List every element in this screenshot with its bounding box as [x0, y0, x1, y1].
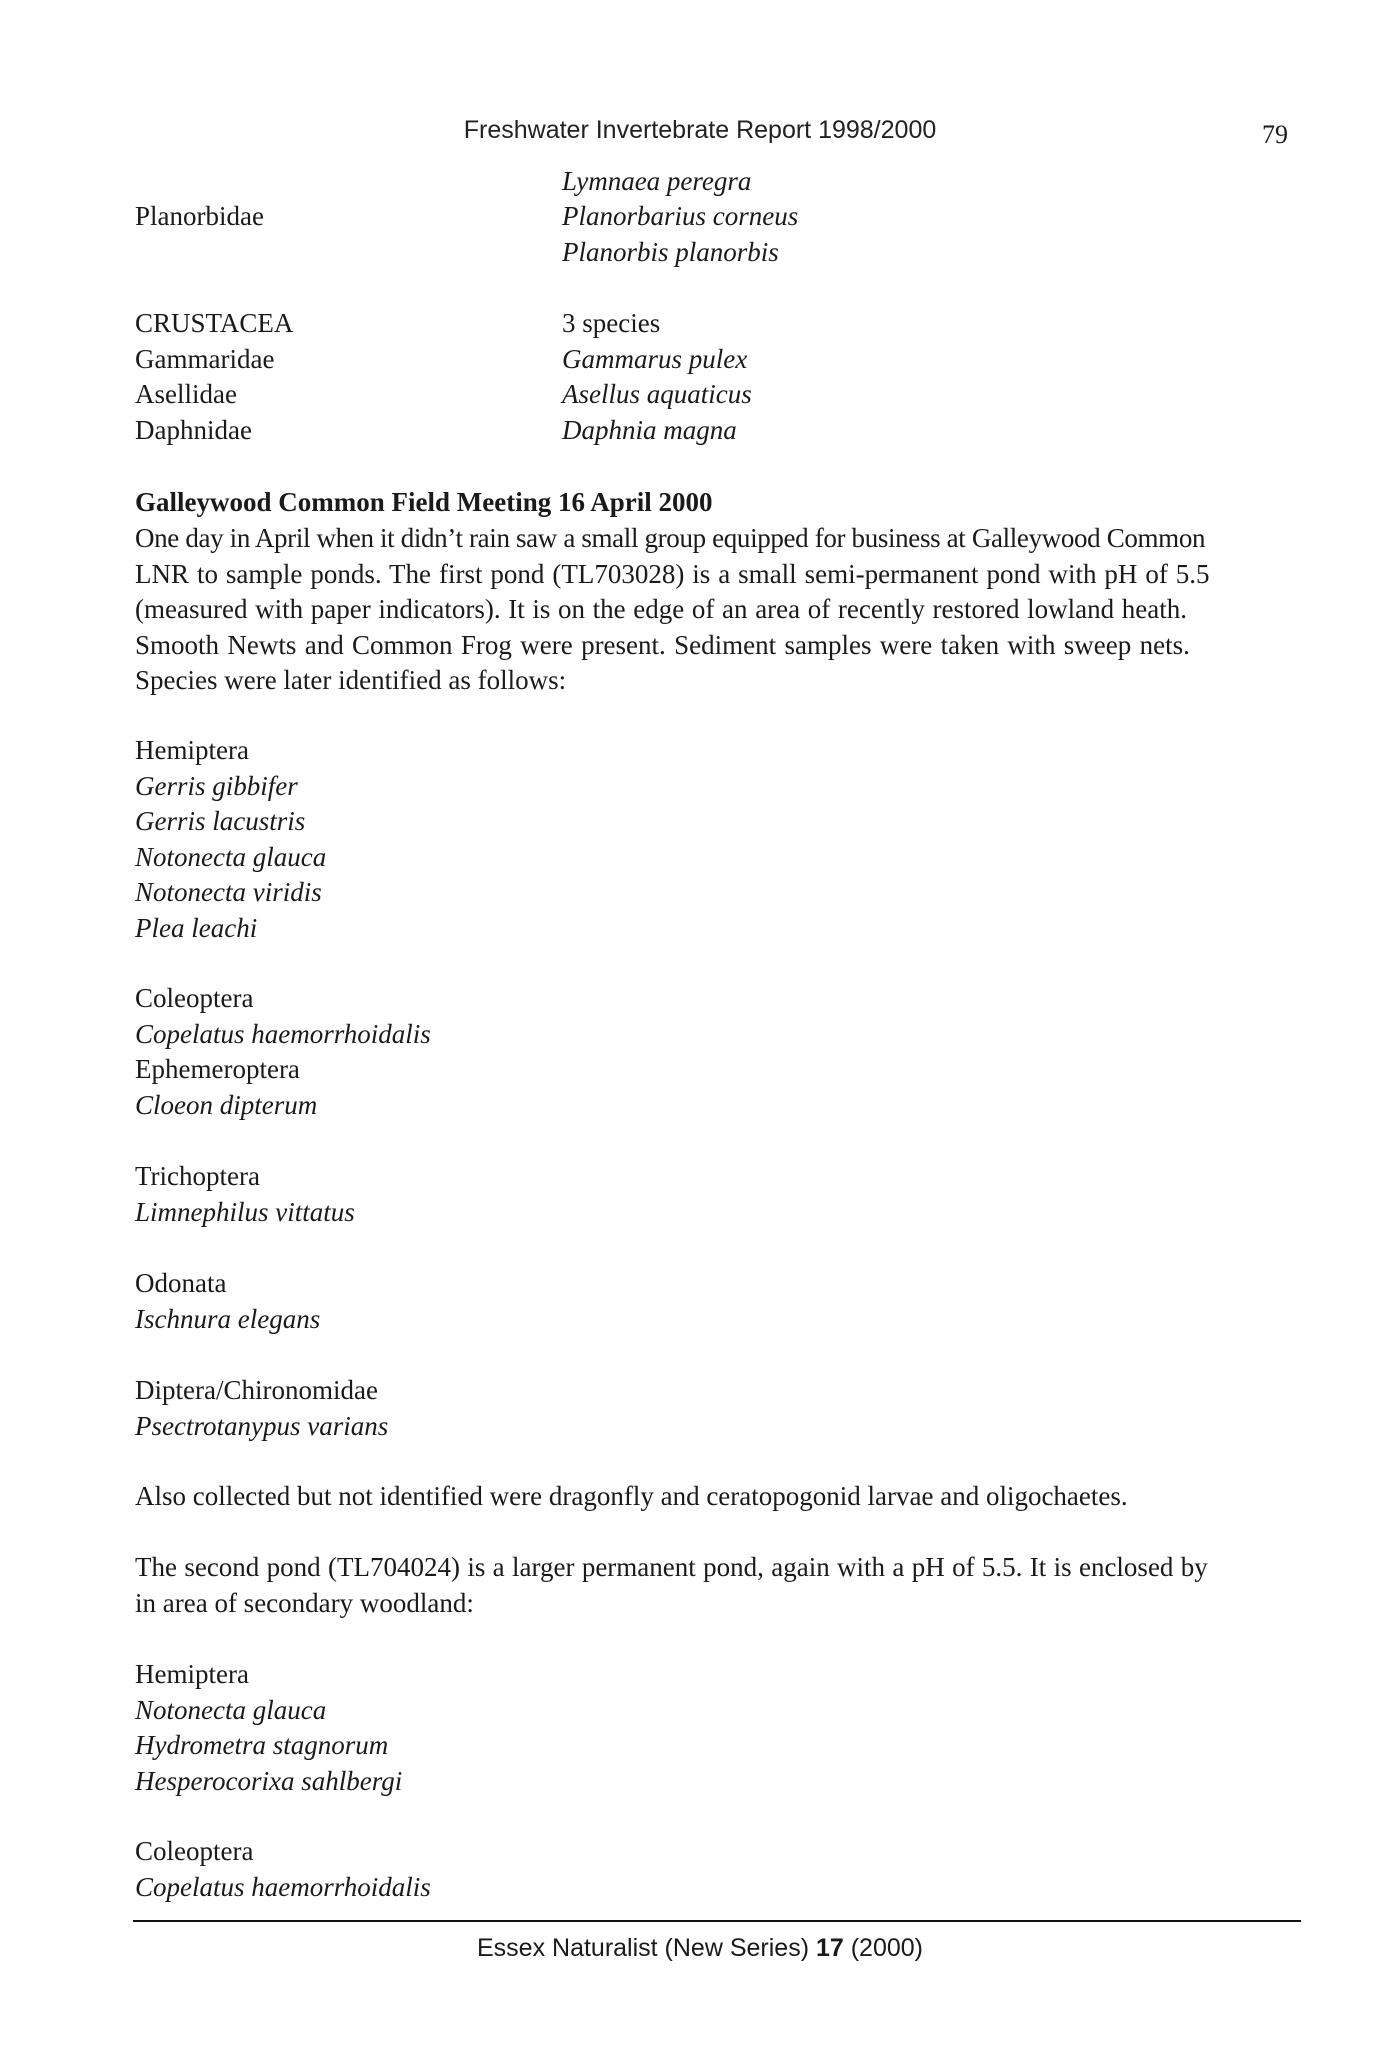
species-name: Plea leachi: [135, 912, 258, 943]
table-cell-species: Gammarus pulex: [562, 344, 748, 374]
also-collected-text: Also collected but not identified were dragonfly and ceratopogonid larvae and oligochaetes.: [135, 1481, 1128, 1511]
species-name: Limnephilus vittatus: [135, 1196, 355, 1227]
species-name: Hesperocorixa sahlbergi: [135, 1765, 403, 1796]
table-cell-species: Daphnia magna: [562, 415, 737, 445]
pond1-group-coleoptera: [135, 981, 431, 1123]
table-cell-family: Asellidae: [135, 379, 237, 409]
page-number: 79: [1262, 120, 1288, 149]
pond1-group-hemiptera: [135, 733, 326, 946]
species-name: Notonecta glauca: [135, 841, 327, 872]
publication-year: (2000): [850, 1934, 923, 1962]
order-name: Trichoptera: [135, 1161, 260, 1191]
paragraph-line: Smooth Newts and Common Frog were present. Sediment samples were taken with sweep nets.: [135, 629, 1190, 660]
paragraph-line: in area of secondary woodland:: [135, 1587, 474, 1618]
order-name: Coleoptera: [135, 1836, 254, 1866]
table-cell-group: CRUSTACEA: [135, 308, 294, 338]
table-cell-species: Planorbis planorbis: [562, 237, 779, 267]
species-name: Gerris gibbifer: [135, 770, 298, 801]
table-cell-family: Daphnidae: [135, 415, 252, 445]
species-name: Notonecta glauca: [135, 1694, 327, 1725]
journal-name: Essex Naturalist (New Series): [476, 1934, 810, 1962]
order-name: Diptera/Chironomidae: [135, 1375, 378, 1405]
footer-citation: [0, 1934, 1400, 1963]
table-cell-species: Planorbarius corneus: [562, 201, 799, 231]
footer-divider: [133, 1920, 1301, 1922]
paragraph-line: One day in April when it didn’t rain saw a small group equipped for business at Galleywood Common: [135, 523, 1206, 553]
running-title: Freshwater Invertebrate Report 1998/2000: [463, 116, 937, 144]
species-name: Gerris lacustris: [135, 806, 306, 836]
volume-number: 17: [815, 1934, 844, 1962]
species-name: Notonecta viridis: [135, 877, 322, 907]
species-name: Copelatus haemorrhoidalis: [135, 1018, 431, 1049]
intro-paragraph: [135, 521, 1303, 699]
order-name: Odonata: [135, 1268, 227, 1298]
table-cell-count: 3 species: [562, 308, 661, 338]
pond1-group-diptera: [135, 1373, 388, 1444]
species-name: Psectrotanypus varians: [135, 1410, 389, 1441]
order-name: Ephemeroptera: [135, 1054, 300, 1084]
order-name: Coleoptera: [135, 983, 254, 1013]
paragraph-line: The second pond (TL704024) is a larger permanent pond, again with a pH of 5.5. It is enclosed by: [135, 1552, 1208, 1582]
table-cell-species: Asellus aquaticus: [562, 379, 752, 409]
species-name: Cloeon dipterum: [135, 1089, 318, 1120]
species-name: Hydrometra stagnorum: [135, 1730, 389, 1760]
pond2-paragraph: [135, 1550, 1303, 1621]
pond2-group-hemiptera: [135, 1657, 402, 1799]
species-name: Ischnura elegans: [135, 1303, 321, 1334]
table-cell-family: Gammaridae: [135, 344, 275, 374]
table-cell-family: Planorbidae: [135, 201, 264, 231]
section-heading: Galleywood Common Field Meeting 16 April 2000: [135, 487, 713, 517]
pond1-group-odonata: [135, 1266, 320, 1337]
paragraph-line: (measured with paper indicators). It is on the edge of an area of recently restored lowland heath.: [135, 594, 1187, 624]
table-cell-species: Lymnaea peregra: [562, 166, 752, 196]
pond1-group-trichoptera: [135, 1159, 355, 1230]
paragraph-line: Species were later identified as follows:: [135, 665, 567, 695]
species-name: Copelatus haemorrhoidalis: [135, 1871, 431, 1902]
paragraph-line: LNR to sample ponds. The first pond (TL703028) is a small semi-permanent pond with pH of 5.5: [135, 558, 1210, 589]
pond2-group-coleoptera: [135, 1834, 431, 1905]
order-name: Hemiptera: [135, 735, 249, 765]
order-name: Hemiptera: [135, 1659, 249, 1689]
